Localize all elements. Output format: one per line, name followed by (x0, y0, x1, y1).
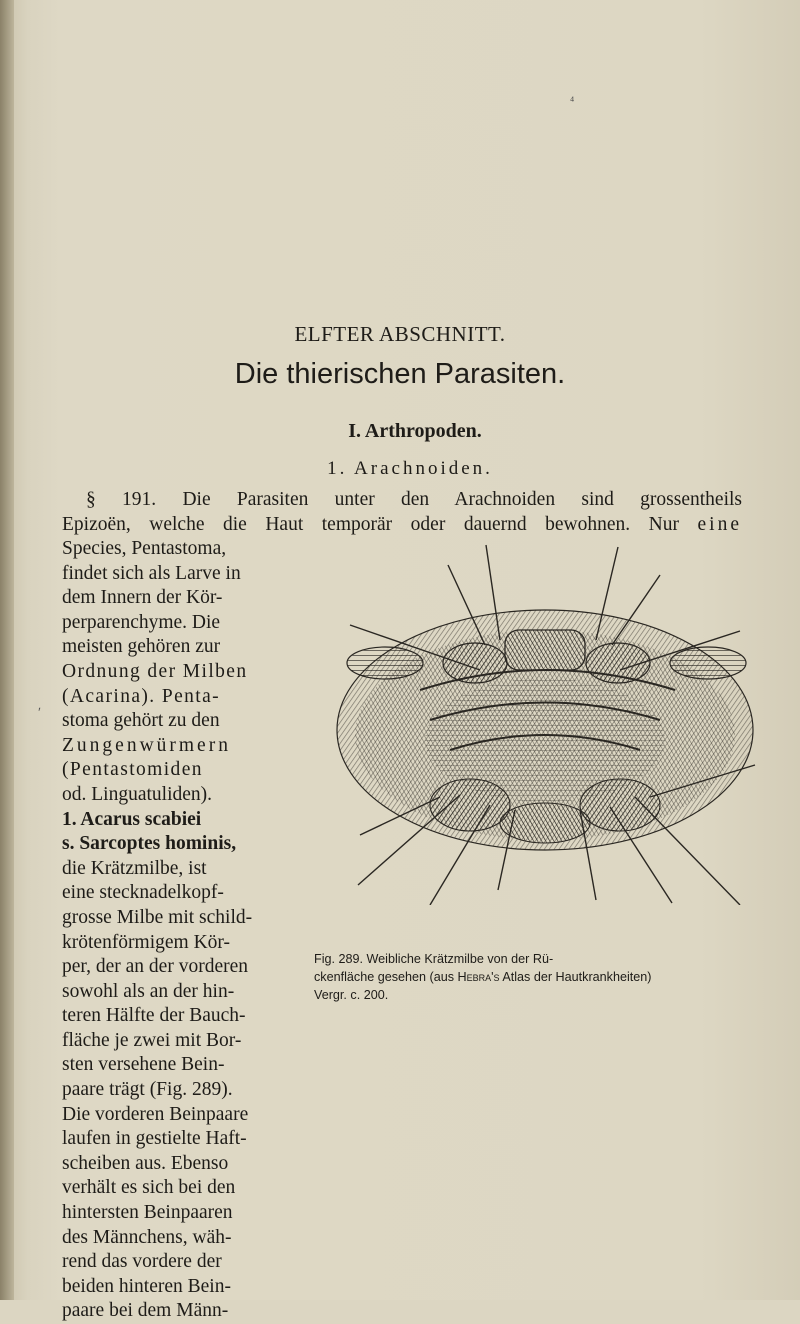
column-line: hintersten Beinpaaren (62, 1202, 233, 1224)
column-line: od. Linguatuliden). (62, 783, 213, 805)
caption-line-1: Fig. 289. Weibliche Krätzmilbe von der Rü- (314, 952, 554, 966)
group-title: I. Arthropoden. (348, 420, 482, 442)
mite-illustration (300, 535, 790, 905)
column-line: per, der an der vorderen (62, 956, 248, 978)
column-line: scheiben aus. Ebenso (62, 1152, 229, 1174)
column-line: fläche je zwei mit Bor- (62, 1029, 242, 1051)
caption-line-2-c: Atlas der Hautkrankheiten) (499, 970, 652, 984)
column-line: sten versehene Bein- (62, 1054, 225, 1076)
column-line: krötenförmigem Kör- (62, 931, 231, 953)
column-line: eine stecknadelkopf- (62, 882, 224, 904)
body-text-column (62, 537, 298, 1324)
sub-title: 1. Arachnoiden. (327, 458, 493, 479)
column-line: stoma gehört zu den (62, 710, 220, 732)
column-line: Die vorderen Beinpaare (62, 1103, 249, 1125)
column-line: perparenchyme. Die (62, 611, 221, 633)
column-line: Zungenwürmern (62, 734, 231, 756)
column-line: beiden hinteren Bein- (62, 1275, 231, 1297)
stray-mark: ⁴ (570, 94, 575, 108)
column-line: Species, Pentastoma, (62, 538, 227, 559)
column-line: verhält es sich bei den (62, 1177, 236, 1199)
column-line: sowohl als an der hin- (62, 980, 235, 1002)
intro-paragraph (62, 487, 742, 537)
column-line: Ordnung der Milben (62, 660, 248, 682)
intro-line-1 (62, 487, 742, 512)
section-title: Die thierischen Parasiten. (234, 358, 566, 390)
caption-line-2-a: ckenfläche gesehen (aus (314, 970, 458, 984)
section-label: ELFTER ABSCHNITT. (294, 322, 506, 346)
caption-line-3: Vergr. c. 200. (314, 988, 389, 1002)
column-line: teren Hälfte der Bauch- (62, 1005, 246, 1027)
column-line: paare trägt (Fig. 289). (62, 1079, 233, 1101)
column-line: paare bei dem Männ- (62, 1300, 229, 1322)
caption-line-2 (314, 968, 784, 986)
intro-line-1-text: § 191. Die Parasiten unter den Arachnoiden sind grossentheils (86, 489, 742, 510)
column-line: s. Sarcoptes hominis, (62, 833, 237, 855)
column-line: dem Innern der Kör- (62, 587, 223, 609)
column-line: des Männchens, wäh- (62, 1226, 232, 1248)
book-spine-shadow (0, 0, 14, 1300)
column-line: (Acarina). Penta- (62, 685, 221, 707)
figure-caption (314, 950, 784, 1004)
intro-line-2-text: Epizoën, welche die Haut temporär oder dauernd bewohnen. Nur (62, 514, 698, 535)
column-line: rend das vordere der (62, 1251, 222, 1273)
intro-line-2-spaced: eine (697, 514, 742, 535)
column-line: laufen in gestielte Haft- (62, 1128, 247, 1150)
margin-tick: ʹ (38, 706, 42, 721)
column-line: grosse Milbe mit schild- (62, 906, 253, 928)
column-line: die Krätzmilbe, ist (62, 857, 207, 879)
column-line: 1. Acarus scabiei (62, 808, 202, 830)
column-line: findet sich als Larve in (62, 562, 241, 584)
intro-line-2 (62, 512, 742, 537)
column-line: meisten gehören zur (62, 636, 221, 658)
column-line: (Pentastomiden (62, 759, 203, 781)
caption-author: Hebra's (457, 970, 500, 984)
